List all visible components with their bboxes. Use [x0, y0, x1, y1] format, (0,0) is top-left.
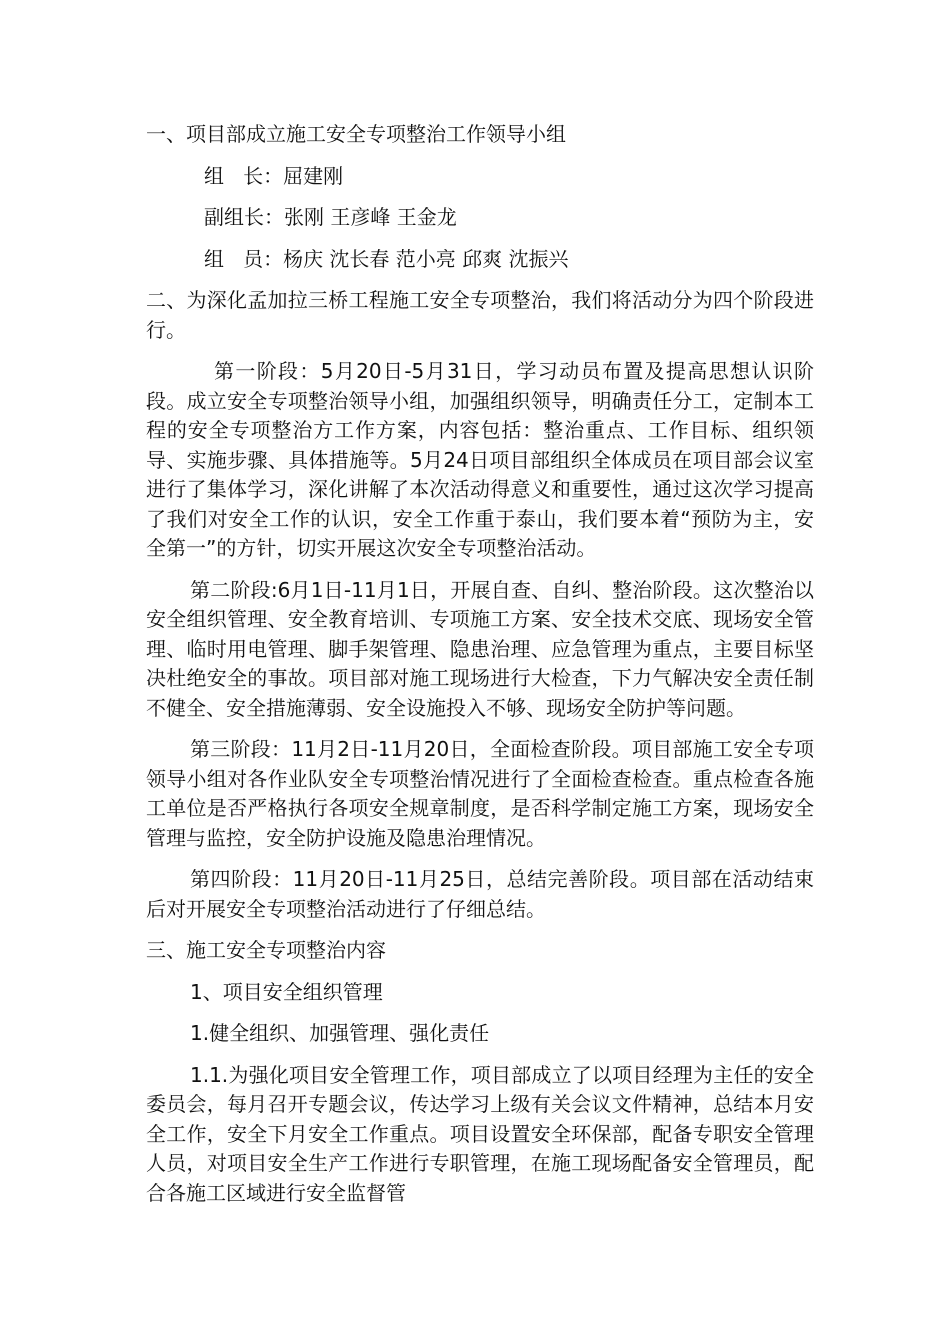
- item1-1-heading: 1.健全组织、加强管理、强化责任: [190, 1021, 490, 1045]
- phase1-paragraph: 第一阶段：5月20日-5月31日，学习动员布置及提高思想认识阶段。成立安全专项整治领导小组，加强组织领导，明确责任分工，定制本工程的安全专项整治方工作方案，内容包括：整治重点、工作目标、组织领导、实施步骤、具体措施等。5月24日项目部组织全体成员在项目部会议室进行了集体学习，深化讲解了本次活动得意义和重要性，通过这次学习提高了我们对安全工作的认识，安全工作重于泰山，我们要本着“预防为主，安全第一”的方针，切实开展这次安全专项整治活动。: [146, 359, 814, 560]
- group-leader: 组 长：屈建刚: [204, 163, 344, 188]
- group-members: 组 员：杨庆 沈长春 范小亮 邱爽 沈振兴: [204, 246, 569, 271]
- phase4-paragraph: 第四阶段：11月20日-11月25日，总结完善阶段。项目部在活动结束后对开展安全专项整治活动进行了仔细总结。: [146, 867, 814, 921]
- document-body: [146, 120, 814, 1220]
- section1-title: 一、项目部成立施工安全专项整治工作领导小组: [146, 122, 566, 146]
- item1-1-1-paragraph: 1.1.为强化项目安全管理工作，项目部成立了以项目经理为主任的安全委员会，每月召开专题会议，传达学习上级有关会议文件精神，总结本月安全工作，安全下月安全工作重点。项目设置安全环保部，配备专职安全管理人员，对项目安全生产工作进行专职管理，在施工现场配备安全管理员，配合各施工区域进行安全监督管: [146, 1062, 814, 1205]
- phase3-paragraph: 第三阶段：11月2日-11月20日，全面检查阶段。项目部施工安全专项领导小组对各作业队安全专项整治情况进行了全面检查检查。重点检查各施工单位是否严格执行各项安全规章制度，是否科学制定施工方案，现场安全管理与监控，安全防护设施及隐患治理情况。: [146, 737, 814, 850]
- phase2-paragraph: 第二阶段:6月1日-11月1日，开展自查、自纠、整治阶段。这次整治以安全组织管理、安全教育培训、专项施工方案、安全技术交底、现场安全管理、临时用电管理、脚手架管理、隐患治理、应急管理为重点，主要目标坚决杜绝安全的事故。项目部对施工现场进行大检查，下力气解决安全责任制不健全、安全措施薄弱、安全设施投入不够、现场安全防护等问题。: [146, 577, 814, 720]
- item1-heading: 1、项目安全组织管理: [190, 979, 383, 1004]
- section2-title: 二、为深化孟加拉三桥工程施工安全专项整治，我们将活动分为四个阶段进行。: [146, 288, 814, 342]
- section3-title: 三、施工安全专项整治内容: [146, 938, 386, 962]
- deputy-leaders: 副组长：张刚 王彦峰 王金龙: [204, 205, 457, 229]
